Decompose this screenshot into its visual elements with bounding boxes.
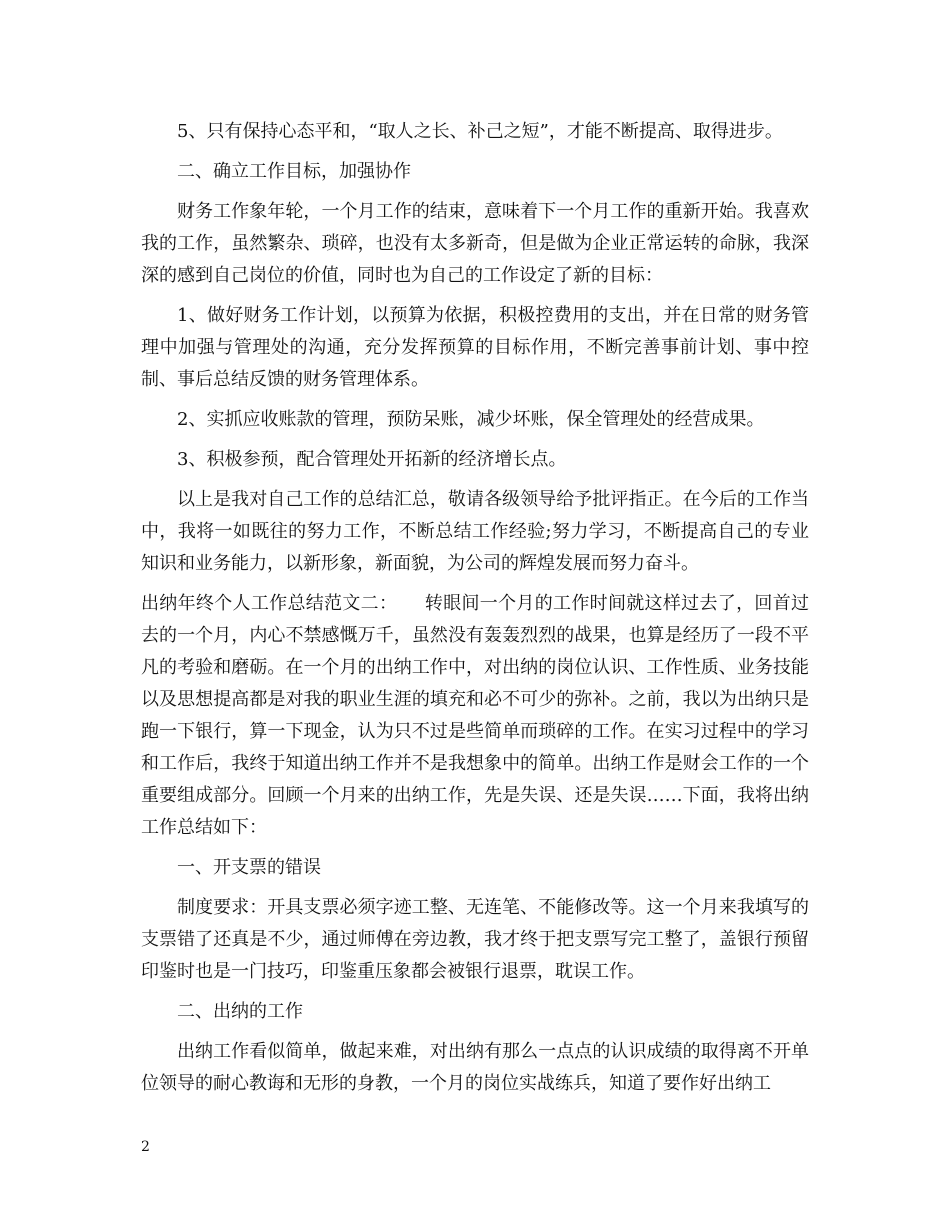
page-number: 2 — [141, 1139, 150, 1155]
paragraph-cashier-work: 出纳工作看似简单，做起来难，对出纳有那么一点点的认识成绩的取得离不开单位领导的耐心教诲和无形的身教，一个月的岗位实战练兵，知道了要作好出纳工 — [141, 1041, 809, 1094]
paragraph-goal-2: 2、实抓应收账款的管理，预防呆账，减少坏账，保全管理处的经营成果。 — [177, 409, 765, 430]
heading-set-work-goals: 二、确立工作目标，加强协作 — [177, 161, 411, 182]
document-body — [141, 116, 809, 1108]
paragraph-summary-conclusion: 以上是我对自己工作的总结汇总，敬请各级领导给予批评指正。在今后的工作当中，我将一如既往的努力工作，不断总结工作经验;努力学习，不断提高自己的专业知识和业务能力，以新形象，新面貌，为公司的辉煌发展而努力奋斗。 — [141, 489, 809, 574]
heading-cashier-work: 二、出纳的工作 — [177, 1001, 303, 1022]
paragraph-check-rules: 制度要求：开具支票必须字迹工整、无连笔、不能修改等。这一个月来我填写的支票错了还真是不少，通过师傅在旁边教，我才终于把支票写完工整了，盖银行预留印鉴时也是一门技巧，印鉴重压象都会被银行退票，耽误工作。 — [141, 897, 809, 982]
paragraph-point-5: 5、只有保持心态平和，“取人之长、补己之短”，才能不断提高、取得进步。 — [177, 121, 783, 142]
paragraph-goal-1: 1、做好财务工作计划，以预算为依据，积极控费用的支出，并在日常的财务管理中加强与管理处的沟通，充分发挥预算的目标作用，不断完善事前计划、事中控制、事后总结反馈的财务管理体系。 — [141, 305, 809, 390]
heading-check-errors: 一、开支票的错误 — [177, 857, 321, 878]
paragraph-goal-3: 3、积极参预，配合管理处开拓新的经济增长点。 — [177, 449, 567, 470]
paragraph-sample-two: 出纳年终个人工作总结范文二： 转眼间一个月的工作时间就这样过去了，回首过去的一个月，内心不禁感慨万千，虽然没有轰轰烈烈的战果，也算是经历了一段不平凡的考验和磨砺。在一个月的出纳工作中，对出纳的岗位认识、工作性质、业务技能以及思想提高都是对我的职业生涯的填充和必不可少的弥补。之前，我以为出纳只是跑一下银行，算一下现金，认为只不过是些简单而琐碎的工作。在实习过程中的学习和工作后，我终于知道出纳工作并不是我想象中的简单。出纳工作是财会工作的一个重要组成部分。回顾一个月来的出纳工作，先是失误、还是失误……下面，我将出纳工作总结如下： — [141, 593, 809, 838]
paragraph-finance-work: 财务工作象年轮，一个月工作的结束，意味着下一个月工作的重新开始。我喜欢我的工作，虽然繁杂、琐碎，也没有太多新奇，但是做为企业正常运转的命脉，我深深的感到自己岗位的价值，同时也为自己的工作设定了新的目标： — [141, 201, 809, 286]
